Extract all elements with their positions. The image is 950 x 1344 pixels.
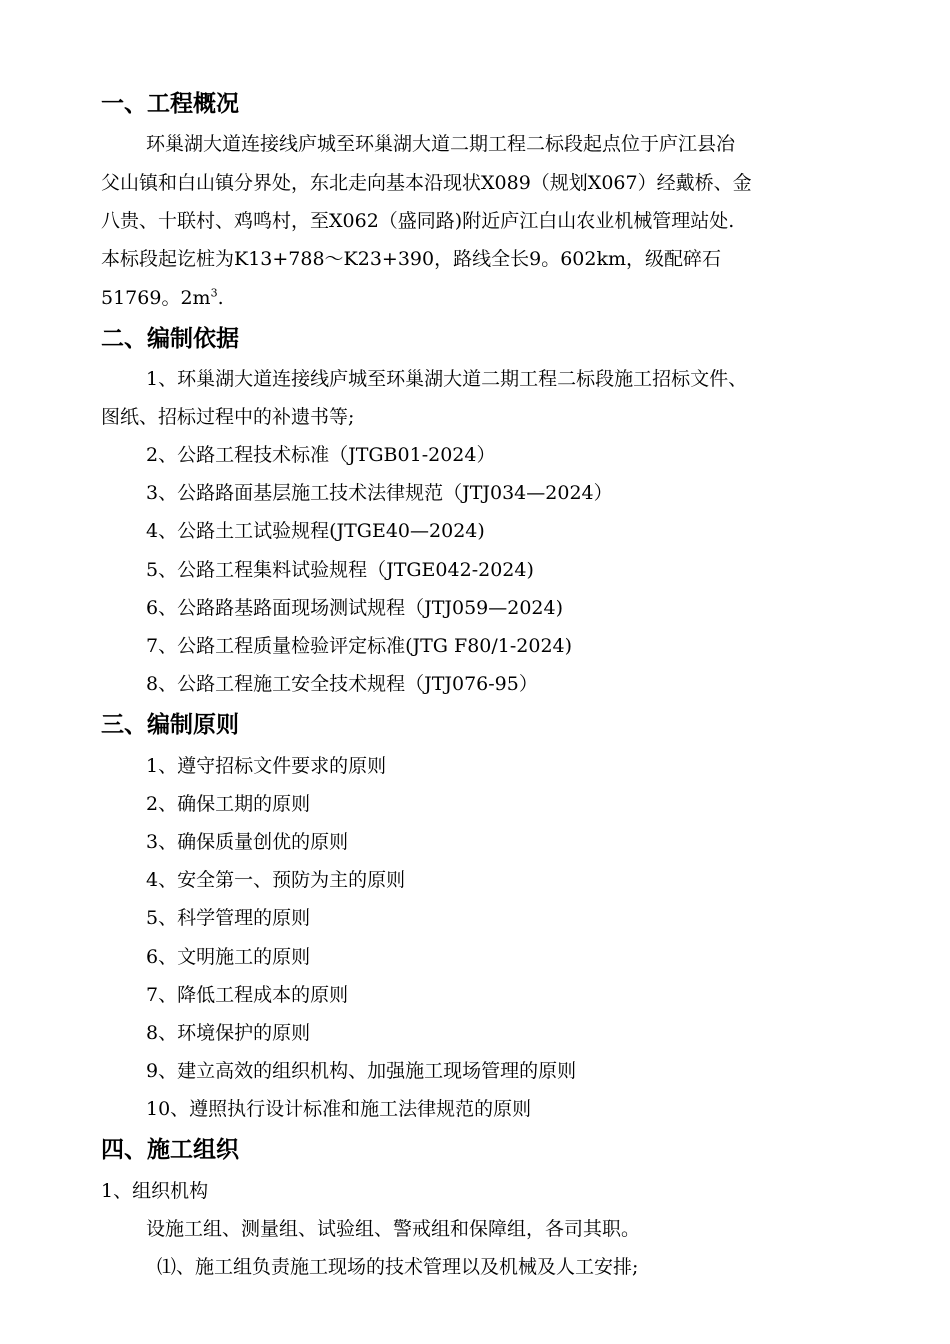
organization-subheading: 1、组织机构	[101, 1180, 209, 1202]
section-heading-organization: 四、施工组织	[101, 1137, 239, 1163]
overview-line-4: 本标段起讫桩为K13+788～K23+390，路线全长9。602km，级配碎石	[101, 248, 721, 270]
principle-item-9: 9、建立高效的组织机构、加强施工现场管理的原则	[146, 1060, 577, 1082]
overview-volume-value: 51769。2m	[101, 287, 211, 309]
overview-line-2: 父山镇和白山镇分界处，东北走向基本沿现状X089（规划X067）经戴桥、金	[101, 172, 752, 194]
unit-superscript: 3	[210, 286, 218, 300]
principle-item-7: 7、降低工程成本的原则	[146, 984, 349, 1006]
basis-item-2: 2、公路工程技术标准（JTGB01-2024）	[146, 444, 496, 466]
principle-item-8: 8、环境保护的原则	[146, 1022, 311, 1044]
section-heading-basis: 二、编制依据	[101, 326, 239, 352]
overview-line-end: .	[217, 287, 224, 309]
basis-item-7: 7、公路工程质量检验评定标准(JTG F80/1-2024)	[146, 635, 573, 657]
basis-item-4: 4、公路土工试验规程(JTGE40—2024)	[146, 520, 485, 542]
overview-line-1: 环巢湖大道连接线庐城至环巢湖大道二期工程二标段起点位于庐江县冶	[146, 133, 736, 155]
basis-item-1-line-2: 图纸、招标过程中的补遗书等;	[101, 406, 355, 428]
organization-item-1: ⑴、施工组负责施工现场的技术管理以及机械及人工安排;	[157, 1256, 639, 1278]
principle-item-3: 3、确保质量创优的原则	[146, 831, 349, 853]
basis-item-1-line-1: 1、环巢湖大道连接线庐城至环巢湖大道二期工程二标段施工招标文件、	[146, 368, 748, 390]
section-heading-overview: 一、工程概况	[101, 91, 239, 117]
principle-item-5: 5、科学管理的原则	[146, 907, 311, 929]
basis-item-3: 3、公路路面基层施工技术法律规范（JTJ034—2024）	[146, 482, 613, 504]
overview-line-5	[101, 285, 224, 311]
overview-line-3: 八贵、十联村、鸡鸣村，至X062（盛同路)附近庐江白山农业机械管理站处.	[101, 210, 735, 232]
principle-item-2: 2、确保工期的原则	[146, 793, 311, 815]
basis-item-5: 5、公路工程集料试验规程（JTGE042-2024)	[146, 559, 534, 581]
principle-item-4: 4、安全第一、预防为主的原则	[146, 869, 406, 891]
section-heading-principles: 三、编制原则	[101, 712, 239, 738]
principle-item-1: 1、遵守招标文件要求的原则	[146, 755, 387, 777]
principle-item-10: 10、遵照执行设计标准和施工法律规范的原则	[146, 1098, 532, 1120]
principle-item-6: 6、文明施工的原则	[146, 946, 311, 968]
basis-item-6: 6、公路路基路面现场测试规程（JTJ059—2024)	[146, 597, 564, 619]
basis-item-8: 8、公路工程施工安全技术规程（JTJ076-95）	[146, 673, 538, 695]
organization-paragraph: 设施工组、测量组、试验组、警戒组和保障组，各司其职。	[146, 1218, 641, 1240]
